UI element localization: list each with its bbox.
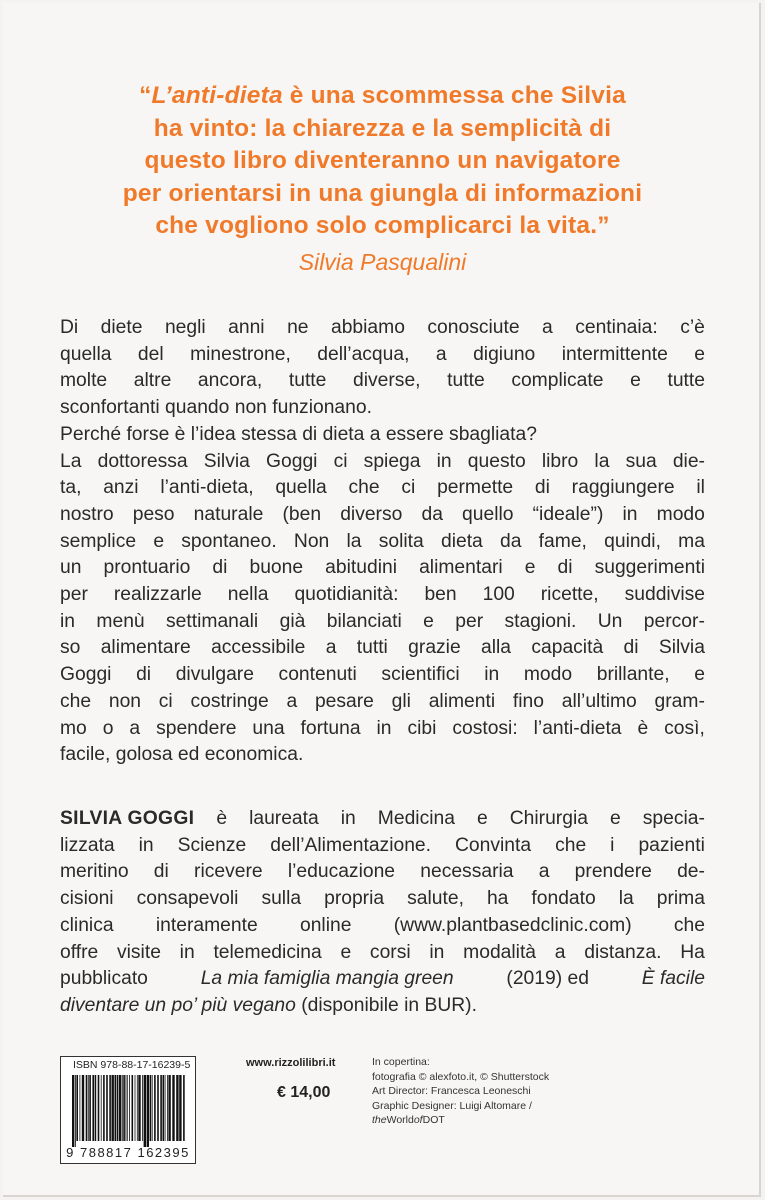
word: peso — [132, 503, 175, 525]
barcode-bar — [176, 1075, 178, 1141]
word: per — [60, 584, 88, 606]
barcode-bar — [144, 1075, 146, 1147]
word: Di — [60, 317, 79, 338]
barcode-bar — [119, 1075, 121, 1141]
word: i — [610, 834, 615, 856]
word: e — [694, 664, 705, 686]
barcode-bar — [76, 1075, 78, 1141]
word: necessaria — [420, 861, 514, 883]
credits-line-3: Art Director: Francesca Leoneschi — [372, 1085, 531, 1097]
word: alimentari — [419, 557, 503, 579]
word: di — [557, 557, 573, 579]
barcode-bar — [80, 1075, 81, 1141]
bio-line-2 — [60, 833, 705, 860]
barcode-bar — [152, 1075, 153, 1141]
word: costringe — [190, 690, 269, 712]
word: tutti — [356, 637, 388, 659]
word: è — [216, 808, 228, 829]
word: che — [348, 477, 380, 499]
word: ci — [401, 477, 416, 499]
credits-line-2: fotografia © alexfoto.it, © Shutterstock — [372, 1070, 550, 1083]
barcode-icon — [70, 1075, 186, 1147]
word: Ha — [680, 941, 705, 963]
word: già — [279, 610, 306, 632]
word: l’educazione — [287, 861, 396, 883]
author-name: SILVIA GOGGI — [60, 808, 195, 829]
word: die- — [672, 450, 705, 472]
description-line — [60, 502, 705, 529]
barcode-bar — [150, 1075, 152, 1141]
publisher-website: www.rizzolilibri.it — [246, 1057, 336, 1069]
word: interamente — [155, 914, 258, 936]
word: quella — [275, 477, 327, 499]
word: in — [60, 610, 76, 632]
word: la — [346, 530, 362, 552]
word: sulla — [261, 888, 302, 910]
word: all’ultimo — [561, 690, 637, 712]
word: Silvia — [203, 450, 250, 472]
word: percor- — [643, 610, 705, 632]
barcode-bar — [101, 1075, 102, 1141]
word: quotidianità: — [294, 584, 399, 606]
barcode-bar — [92, 1075, 94, 1141]
credits-line-1: In copertina: — [372, 1056, 430, 1068]
word: Medicina — [377, 808, 455, 829]
word: di — [623, 637, 639, 659]
word: e — [423, 610, 434, 632]
word: ricette, — [540, 584, 599, 606]
word: intermittente — [561, 343, 668, 365]
word: Scienze — [177, 834, 247, 856]
word: in — [138, 834, 154, 856]
bio-line-8: diventare un po’ più vegano (disponibile in BUR). — [60, 994, 477, 1016]
word: capacità — [531, 637, 604, 659]
word: a — [129, 717, 141, 739]
barcode-bar — [106, 1075, 108, 1141]
author-bio — [60, 806, 705, 1020]
word: ta, — [60, 477, 82, 499]
word: quindi, — [604, 530, 661, 552]
description-line — [60, 582, 705, 609]
word: nella — [227, 584, 269, 606]
quote-line-2: ha vinto: la chiarezza e la semplicità di — [153, 114, 612, 142]
word: online — [299, 914, 352, 936]
barcode-bar — [86, 1075, 88, 1141]
word: scientifici — [381, 664, 460, 686]
word: e — [694, 343, 705, 365]
word: meritino — [60, 861, 129, 883]
word: ma — [678, 530, 705, 552]
quote-line-4: per orientarsi in una giungla di informazioni — [122, 179, 643, 207]
word: digiuno — [473, 343, 536, 365]
word: Convinta — [454, 834, 532, 856]
description-line: sconfortanti quando non funzionano. — [60, 397, 372, 419]
word: a — [435, 343, 447, 365]
word: raggiungere — [571, 477, 675, 499]
word: in — [484, 664, 500, 686]
word: sua — [625, 450, 657, 472]
credits-line-4: Graphic Designer: Luigi Altomare / — [372, 1099, 532, 1112]
word: prendere — [574, 861, 652, 883]
description-line — [60, 689, 705, 716]
word: prima — [656, 888, 705, 910]
barcode-bar — [117, 1075, 119, 1141]
word: che — [60, 690, 92, 712]
word: so — [60, 637, 81, 659]
word: tutte — [447, 370, 485, 392]
description-line — [60, 635, 705, 662]
word: specia- — [642, 808, 705, 829]
barcode-bar — [172, 1075, 174, 1141]
word: alla — [481, 637, 512, 659]
description-line — [60, 662, 705, 689]
word: Goggi — [266, 450, 318, 472]
word: telemedicina — [213, 941, 322, 963]
word: tutte — [288, 370, 327, 392]
barcode-bar — [122, 1075, 123, 1141]
word: fino — [512, 690, 544, 712]
word: a — [538, 861, 550, 883]
barcode-bar — [112, 1075, 114, 1141]
description-line — [60, 449, 705, 476]
barcode-number: 9 788817 162395 — [66, 1145, 190, 1160]
word: ha — [486, 888, 509, 910]
barcode-bar — [168, 1075, 170, 1141]
word: negli — [164, 317, 206, 338]
barcode-bar — [109, 1075, 111, 1141]
word: e — [153, 530, 165, 552]
word: che — [555, 834, 587, 856]
description-line — [60, 475, 705, 502]
description-line: Perché forse è l’idea stessa di dieta a essere sbagliata? — [60, 423, 537, 445]
word: la — [594, 450, 610, 472]
isbn-label: ISBN 978-88-17-16239-5 — [73, 1059, 191, 1071]
word: cisioni — [60, 888, 114, 910]
word: diverso — [340, 503, 403, 525]
word: ben — [424, 584, 457, 606]
word: Silvia — [658, 637, 705, 659]
word: in — [179, 941, 195, 963]
word: l’anti-dieta, — [160, 477, 254, 499]
word: laureata — [249, 808, 319, 829]
word: (ben — [282, 503, 322, 525]
word: cibi — [407, 717, 437, 739]
word: fortuna — [300, 717, 361, 739]
barcode-bar — [115, 1075, 117, 1141]
barcode-bar — [75, 1075, 76, 1147]
word: stagioni. — [504, 610, 577, 632]
word: costosi: — [452, 717, 518, 739]
word: spiega — [363, 450, 421, 472]
word: visite — [116, 941, 161, 963]
word: di — [534, 477, 550, 499]
word: offre — [60, 941, 99, 963]
word: così, — [664, 717, 705, 739]
word: diete — [100, 317, 143, 338]
word: settimanali — [166, 610, 259, 632]
word: distanza. — [584, 941, 662, 963]
description-line — [60, 609, 705, 636]
word: a — [286, 690, 298, 712]
word: dottoressa — [97, 450, 188, 472]
cover-credits — [372, 1055, 549, 1128]
word: anni — [228, 317, 265, 338]
barcode-bar — [179, 1075, 181, 1141]
description-line — [60, 368, 705, 395]
word: ne — [287, 317, 309, 338]
word: spontaneo. — [181, 530, 277, 552]
bio-line-3 — [60, 859, 705, 886]
barcode-bar — [98, 1075, 100, 1141]
word: suddivise — [624, 584, 705, 606]
word: anzi — [103, 477, 139, 499]
word: da — [500, 530, 522, 552]
word: clinica — [60, 914, 114, 936]
bio-line-7: pubblicato La mia famiglia mangia green (2019) ed È facile — [60, 968, 705, 990]
barcode-bar — [183, 1075, 185, 1141]
word: 100 — [482, 584, 515, 606]
word: corsi — [369, 941, 411, 963]
description-line — [60, 529, 705, 556]
word: altre — [133, 370, 172, 392]
word: quello — [462, 503, 514, 525]
word: in — [429, 941, 445, 963]
bio-line-1 — [60, 806, 705, 833]
description-line — [60, 342, 705, 369]
barcode-bar — [147, 1075, 149, 1147]
word: Goggi — [60, 664, 112, 686]
word: conosciute — [427, 317, 520, 338]
barcode-bar — [132, 1075, 134, 1141]
word: che — [673, 914, 705, 936]
word: ancora, — [197, 370, 263, 392]
word: di — [153, 861, 169, 883]
word: abbiamo — [330, 317, 405, 338]
barcode-bar — [165, 1075, 166, 1141]
barcode-bar — [82, 1075, 84, 1141]
word: menù — [96, 610, 145, 632]
word: a — [554, 941, 566, 963]
word: quella — [60, 343, 112, 365]
quote-line-1: “L’anti-dieta è una scommessa che Silvia — [139, 82, 626, 109]
word: gli — [391, 690, 411, 712]
pull-quote — [0, 80, 765, 243]
word: e — [609, 808, 621, 829]
word: prontuario — [103, 557, 191, 579]
word: solita — [378, 530, 424, 552]
book-description — [60, 315, 705, 769]
barcode-bar — [167, 1075, 168, 1141]
word: alimenti — [428, 690, 496, 712]
word: molte — [60, 370, 108, 392]
word: per — [455, 610, 484, 632]
word: naturale — [193, 503, 264, 525]
word: a — [325, 637, 337, 659]
barcode-bar — [127, 1075, 128, 1141]
quote-author: Silvia Pasqualini — [298, 249, 467, 275]
word: diverse, — [353, 370, 421, 392]
word: un — [60, 557, 82, 579]
word: modalità — [463, 941, 537, 963]
word: ci — [158, 690, 173, 712]
word: Chirurgia — [509, 808, 588, 829]
word: de- — [677, 861, 705, 883]
description-line — [60, 555, 705, 582]
word: semplice — [60, 530, 137, 552]
word: (www.plantbasedclinic.com) — [393, 914, 632, 936]
word: brillante, — [596, 664, 670, 686]
word: suggerimenti — [594, 557, 705, 579]
word: ricevere — [194, 861, 263, 883]
word: tutte — [667, 370, 705, 392]
barcode-bar — [160, 1075, 162, 1141]
word: ci — [333, 450, 348, 472]
barcode-bar — [89, 1075, 91, 1141]
word: dieta — [440, 530, 483, 552]
barcode-bar — [138, 1075, 140, 1141]
word: e — [476, 808, 488, 829]
word: il — [696, 477, 705, 499]
word: pesare — [314, 690, 374, 712]
word: non — [108, 690, 142, 712]
price: € 14,00 — [277, 1084, 331, 1101]
barcode-bar — [163, 1075, 165, 1141]
barcode-bar — [142, 1075, 143, 1141]
word: spendere — [156, 717, 237, 739]
word: modo — [523, 664, 573, 686]
word: e — [524, 557, 536, 579]
barcode-bar — [129, 1075, 130, 1141]
barcode-bar — [123, 1075, 125, 1141]
description-line: facile, golosa ed economica. — [60, 744, 304, 766]
word: centinaia: — [575, 317, 658, 338]
word: dell’acqua, — [317, 343, 410, 365]
barcode-bar — [157, 1075, 159, 1141]
word: dell’Alimentazione. — [270, 834, 431, 856]
word: una — [252, 717, 285, 739]
word: abitudini — [325, 557, 397, 579]
word: c’è — [680, 317, 705, 338]
word: da — [421, 503, 443, 525]
barcode-bar — [126, 1075, 127, 1141]
word: mo — [60, 717, 87, 739]
word: grazie — [408, 637, 461, 659]
barcode-bar — [95, 1075, 97, 1141]
word: Un — [597, 610, 623, 632]
word: la — [618, 888, 634, 910]
word: in — [436, 450, 452, 472]
word: divulgare — [175, 664, 254, 686]
word: in — [376, 717, 392, 739]
barcode-bar — [154, 1075, 156, 1141]
quote-line-5: che vogliono solo complicarci la vita.” — [155, 212, 610, 239]
barcode-bar — [137, 1075, 138, 1141]
word: gram- — [654, 690, 705, 712]
word: accessibile — [211, 637, 306, 659]
word: pazienti — [638, 834, 705, 856]
word: a — [542, 317, 553, 338]
word: La — [60, 450, 82, 472]
barcode-bar — [88, 1075, 89, 1141]
word: minestrone, — [190, 343, 291, 365]
isbn-barcode-box — [60, 1056, 196, 1164]
word: realizzarle — [113, 584, 202, 606]
description-line — [60, 716, 705, 743]
word: fame, — [538, 530, 587, 552]
word: e — [340, 941, 352, 963]
word: permette — [437, 477, 514, 499]
word: in — [622, 503, 638, 525]
word: complicate — [511, 370, 604, 392]
word: questo — [467, 450, 526, 472]
word: di — [136, 664, 152, 686]
word: fondato — [531, 888, 596, 910]
word: modo — [656, 503, 705, 525]
word: salute, — [407, 888, 464, 910]
word: o — [102, 717, 114, 739]
word: nostro — [60, 503, 114, 525]
word: l’anti-dieta — [533, 717, 622, 739]
word: consapevoli — [136, 888, 239, 910]
word: bilanciati — [326, 610, 402, 632]
word: libro — [541, 450, 579, 472]
bio-line-6 — [60, 940, 705, 967]
word: di — [212, 557, 228, 579]
word: lizzata — [60, 834, 115, 856]
barcode-bar — [72, 1075, 74, 1147]
word: alimentare — [100, 637, 191, 659]
word: propria — [324, 888, 385, 910]
word: buone — [249, 557, 304, 579]
bio-line-5 — [60, 913, 705, 940]
word: “ideale”) — [532, 503, 604, 525]
word: e — [630, 370, 641, 392]
bio-line-4 — [60, 886, 705, 913]
word: è — [637, 717, 649, 739]
word: contenuti — [278, 664, 357, 686]
barcode-bar — [135, 1075, 136, 1141]
description-line — [60, 315, 705, 342]
word: Non — [293, 530, 330, 552]
barcode-bar — [103, 1075, 105, 1141]
credits-line-5: theWorldofDOT — [372, 1114, 445, 1126]
quote-line-3: questo libro diventeranno un navigatore — [144, 147, 621, 174]
word: del — [137, 343, 164, 365]
word: in — [340, 808, 356, 829]
